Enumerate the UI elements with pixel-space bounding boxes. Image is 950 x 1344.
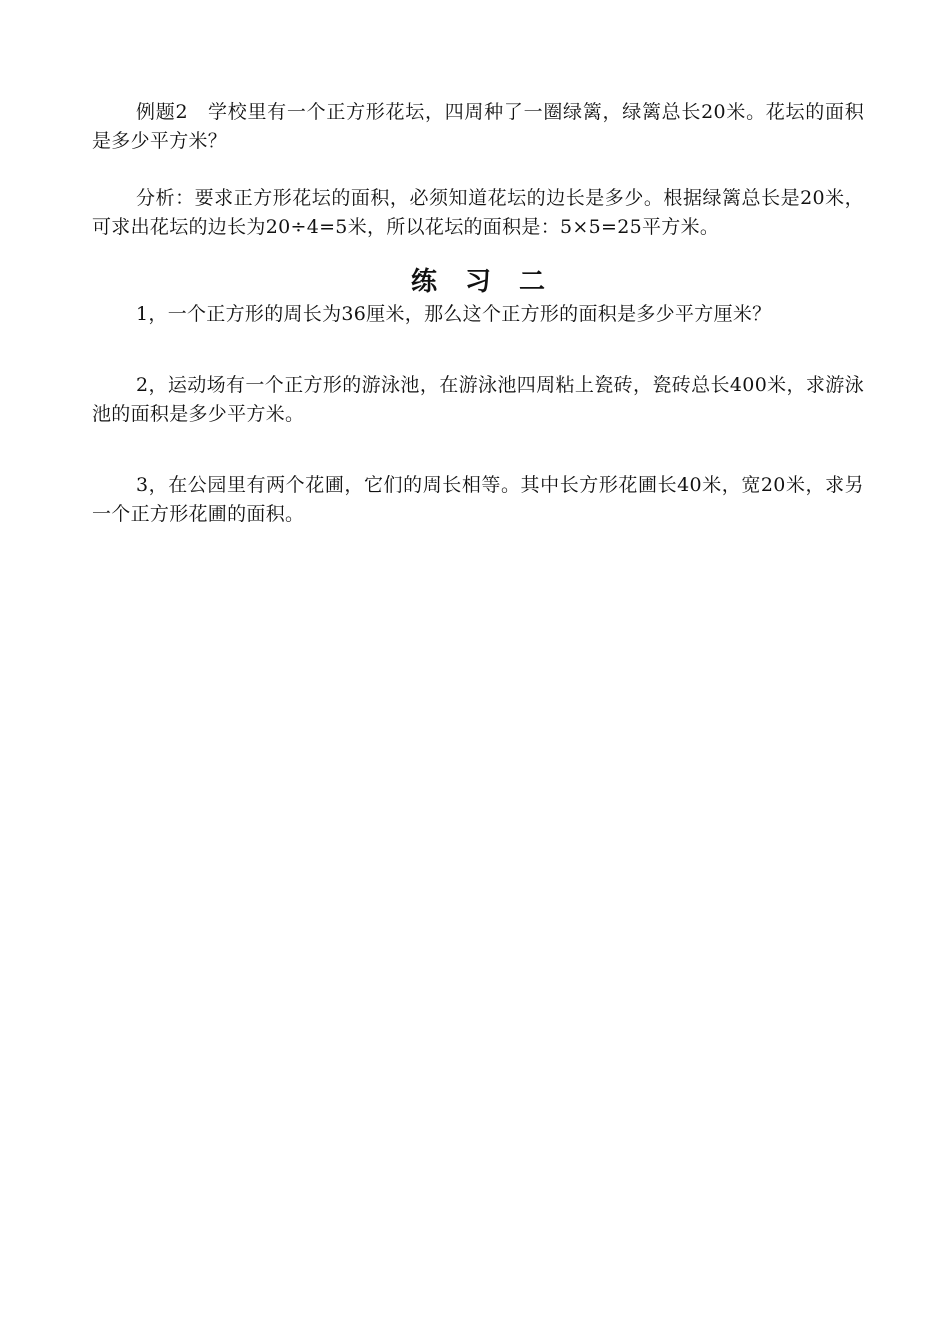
exercise-question-1: 1，一个正方形的周长为36厘米，那么这个正方形的面积是多少平方厘米？ [136,303,772,325]
exercise-title: 练习二 [410,267,573,297]
analysis-paragraph: 分析：要求正方形花坛的面积，必须知道花坛的边长是多少。根据绿篱总长是20米，可求出花坛的边长为20÷4=5米，所以花坛的面积是：5×5=25平方米。 [92,187,864,238]
example-problem: 例题2 学校里有一个正方形花坛，四周种了一圈绿篱，绿篱总长20米。花坛的面积是多少平方米？ [92,101,864,152]
exercise-question-3: 3，在公园里有两个花圃，它们的周长相等。其中长方形花圃长40米，宽20米，求另一个正方形花圃的面积。 [92,474,864,525]
exercise-question-2: 2，运动场有一个正方形的游泳池，在游泳池四周粘上瓷砖，瓷砖总长400米，求游泳池的面积是多少平方米。 [92,374,864,425]
document-page [92,98,864,529]
